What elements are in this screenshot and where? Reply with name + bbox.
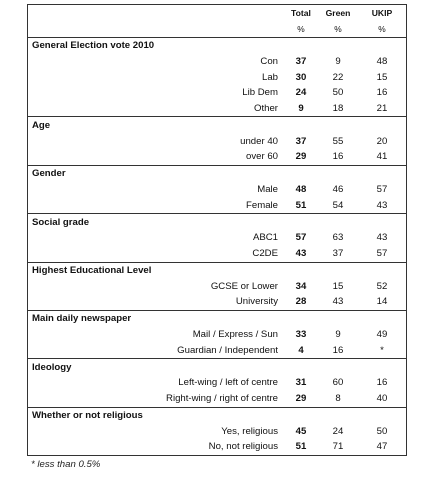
cell-total: 45	[295, 425, 307, 437]
cell-total: 37	[295, 55, 307, 67]
row-label: Other	[254, 103, 278, 115]
cell-ukip: 20	[376, 135, 388, 147]
cell-ukip: 50	[376, 425, 388, 437]
column-header-green: Green	[325, 7, 351, 18]
cell-total: 29	[295, 151, 307, 163]
section-title: Social grade	[28, 213, 406, 230]
cell-green: 9	[335, 55, 341, 67]
cell-green: 15	[332, 280, 344, 292]
cell-ukip: *	[380, 344, 384, 356]
cell-green: 63	[332, 232, 344, 244]
cell-total: 33	[295, 329, 307, 341]
cell-ukip: 41	[376, 151, 388, 163]
table-row	[28, 423, 406, 439]
row-label: University	[235, 296, 278, 308]
cell-total: 57	[295, 232, 307, 244]
cell-green: 60	[332, 377, 344, 389]
cell-green: 9	[335, 329, 341, 341]
table-row	[28, 230, 406, 246]
cell-green: 8	[335, 393, 341, 405]
section-title: Gender	[28, 165, 406, 182]
cell-total: 30	[295, 71, 307, 83]
cell-ukip: 40	[376, 393, 388, 405]
cell-total: 34	[295, 280, 307, 292]
cell-ukip: 48	[376, 55, 388, 67]
cell-ukip: 49	[376, 329, 388, 341]
cell-green: 55	[332, 135, 344, 147]
table-row	[28, 53, 406, 69]
row-label: Lab	[261, 71, 278, 83]
cell-total: 31	[295, 377, 307, 389]
cell-ukip: 15	[376, 71, 388, 83]
unit-row	[28, 21, 406, 37]
cell-ukip: 21	[376, 103, 388, 115]
column-header-ukip: UKIP	[371, 7, 393, 18]
cell-ukip: 43	[376, 232, 388, 244]
table-row	[28, 182, 406, 198]
cell-green: 43	[332, 296, 344, 308]
row-label: Guardian / Independent	[177, 344, 278, 356]
row-label: No, not religious	[208, 441, 278, 453]
cell-total: 51	[295, 441, 307, 453]
row-label: over 60	[246, 151, 278, 163]
cell-total: 48	[295, 183, 307, 195]
cell-ukip: 57	[376, 183, 388, 195]
section-title: General Election vote 2010	[28, 37, 406, 54]
section-title: Whether or not religious	[28, 407, 406, 424]
table-row	[28, 101, 406, 117]
section-title: Main daily newspaper	[28, 310, 406, 327]
survey-table	[27, 4, 407, 456]
table-row	[28, 327, 406, 343]
cell-green: 22	[332, 71, 344, 83]
cell-green: 46	[332, 183, 344, 195]
cell-green: 50	[332, 87, 344, 99]
row-label: Left-wing / left of centre	[178, 377, 278, 389]
row-label: under 40	[240, 135, 278, 147]
table-row	[28, 246, 406, 262]
row-label: Male	[257, 183, 278, 195]
cell-ukip: 14	[376, 296, 388, 308]
section-title: Ideology	[28, 358, 406, 375]
cell-ukip: 52	[376, 280, 388, 292]
cell-ukip: 43	[376, 199, 388, 211]
row-label: Female	[246, 199, 278, 211]
table-row	[28, 197, 406, 213]
row-label: Mail / Express / Sun	[192, 329, 278, 341]
cell-total: 24	[295, 87, 307, 99]
cell-total: 51	[295, 199, 307, 211]
cell-total: 43	[295, 248, 307, 260]
cell-ukip: 16	[376, 377, 388, 389]
table-row	[28, 149, 406, 165]
footnote: * less than 0.5%	[31, 459, 101, 470]
cell-green: 16	[332, 344, 344, 356]
cell-ukip: 47	[376, 441, 388, 453]
table-row	[28, 85, 406, 101]
cell-green: 54	[332, 199, 344, 211]
unit-ukip: %	[378, 23, 386, 34]
cell-green: 37	[332, 248, 344, 260]
row-label: GCSE or Lower	[210, 280, 278, 292]
cell-total: 28	[295, 296, 307, 308]
table-row	[28, 278, 406, 294]
table-row	[28, 342, 406, 358]
unit-green: %	[334, 23, 342, 34]
row-label: Yes, religious	[221, 425, 278, 437]
unit-total: %	[297, 23, 305, 34]
row-label: ABC1	[252, 232, 278, 244]
row-label: Lib Dem	[242, 87, 278, 99]
cell-ukip: 57	[376, 248, 388, 260]
cell-total: 37	[295, 135, 307, 147]
table-row	[28, 133, 406, 149]
cell-green: 71	[332, 441, 344, 453]
table-row	[28, 375, 406, 391]
cell-total: 4	[298, 344, 304, 356]
section-title: Age	[28, 116, 406, 133]
cell-total: 29	[295, 393, 307, 405]
cell-green: 16	[332, 151, 344, 163]
column-header-total: Total	[291, 7, 311, 18]
row-label: Right-wing / right of centre	[166, 393, 278, 405]
column-header-row	[28, 5, 406, 21]
cell-ukip: 16	[376, 87, 388, 99]
cell-green: 24	[332, 425, 344, 437]
section-title: Highest Educational Level	[28, 262, 406, 279]
row-label: C2DE	[252, 248, 278, 260]
table-row	[28, 391, 406, 407]
table-row	[28, 69, 406, 85]
cell-total: 9	[298, 103, 304, 115]
table-row	[28, 439, 406, 455]
row-label: Con	[260, 55, 278, 67]
cell-green: 18	[332, 103, 344, 115]
table-row	[28, 294, 406, 310]
